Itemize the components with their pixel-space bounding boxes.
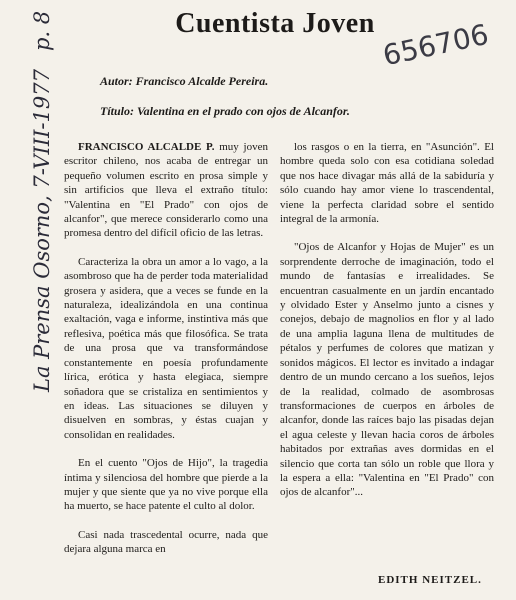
article-heading: Cuentista Joven [175,8,375,39]
archive-stamp-number: 656706 [380,17,492,73]
left-column [64,140,268,563]
source-publication: La Prensa Osorno, 7-VIII-1977 [30,69,54,392]
paragraph: En el cuento "Ojos de Hijo", la tragedia íntima y silenciosa del hombre que pierde a la mujer y que siente que ya no vive porque ella ha muerto, se hace patente el culto al dolor. [64,457,268,513]
source-page: p. 8 [30,10,54,52]
paragraph: Casi nada trascedental ocurre, nada que dejara alguna marca en [64,528,268,556]
article-signature: EDITH NEITZEL. [378,574,482,586]
paragraph: los rasgos o en la tierra, en "Asunción". El hombre queda solo con esa cotidiana soledad que nos hace divagar más allá de la sabiduría y sólo cuando hay amor viene lo trascendental, viene la perfecta claridad sobre el sentido integral de la armonía. [280,141,494,226]
lead-name: FRANCISCO ALCALDE P. [78,141,215,153]
author-line: Autor: Francisco Alcalde Pereira. [100,74,269,88]
paragraph [64,140,268,241]
paragraph: Caracteriza la obra un amor a lo vago, a la asombroso que ha de perder toda materialidad grosera y asidera, que a veces se funde en la naturaleza, idealizándola en una continua exaltación, vaga e informe, instintiva más que reflesiva, poética más que filosófica. Se trata de una prosa que va transformándose constantemente en poesía profundamente lírica, erótica y hasta elegiaca, siempre soñadora que se cristaliza en sentimientos y en ideas. Las situaciones se diluyen y disuelven en sombras, y éstas cuajan y consolidan en realidades. [64,255,268,441]
book-title-line: Título: Valentina en el prado con ojos de Alcanfor. [100,104,350,118]
paragraph-text: muy joven escritor chileno, nos acaba de entregar un pequeño volumen escrito en prosa simple y sin artificios que lleva el extraño título: "Valentina en "El Prado" con ojos de alcanfor", que merece considerarlo como una promesa dentro del difícil oficio de las letras. [64,141,268,240]
handwritten-source-note [30,11,54,392]
paragraph: "Ojos de Alcanfor y Hojas de Mujer" es un sorprendente derroche de imaginación, todo el mundo de fantasías e irrealidades. Se encuentran casualmente en un jardín encantado y olvidado Ester y Anselmo junto a cisnes y conejos, debajo de magnolios en flor y al lado de una amplia laguna llena de multitudes de pétalos y perfumes de colores que matizan y sonidos mágicos. El lector es invitado a indagar dentro de un mundo cercano a los sueños, lejos de la realidad, colmado de asombrosas transformaciones de cuerpos en árboles de alcanfor, donde las raíces bajo las pisadas dejan el agua celeste y llevan hacia coros de árboles habitados por extrañas aves dormidas en el silencio que corta tan sólo un roble que llora y la espera a ella: "Valentina en "El Prado" con ojos de alcanfor"... [280,241,494,499]
right-column [280,140,494,514]
